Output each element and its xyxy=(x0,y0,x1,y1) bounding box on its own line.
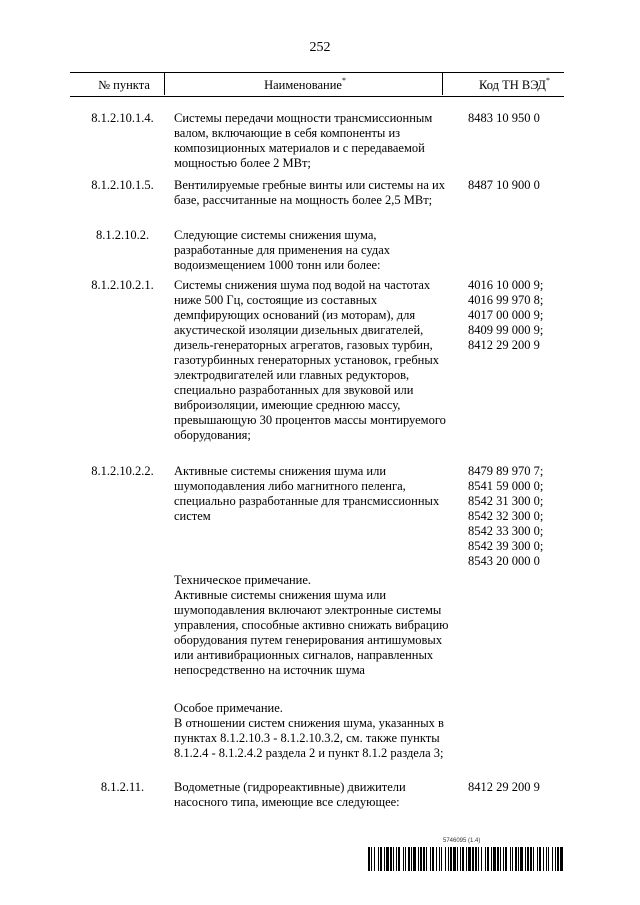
barcode-image xyxy=(368,847,564,871)
item-name: Системы снижения шума под водой на частотах ниже 500 Гц, состоящие из составных демпфирующих оснований (из моторам), для акустической изоляции дизельных двигателей, дизель-генераторных агрегатов, газовых турбин, газотурбинных генераторных установок, гребных электродвигателей или главных редукторов, специально разработанных для звуковой или виброизоляции, имеющие среднюю массу, превышающую 30 процентов массы монтируемого оборудования; xyxy=(174,278,446,442)
tn-ved-code: 8479 89 970 7; xyxy=(468,464,544,478)
tn-ved-code: 8542 31 300 0; xyxy=(468,494,544,508)
tn-ved-code: 8409 99 000 9; xyxy=(468,323,544,337)
item-codes xyxy=(468,464,564,569)
tn-ved-code: 4017 00 000 9; xyxy=(468,308,544,322)
tn-ved-code: 4016 99 970 8; xyxy=(468,293,544,307)
page-number: 252 xyxy=(309,40,331,55)
item-name: Водометные (гидрореактивные) движители насосного типа, имеющие все следующее: xyxy=(174,780,406,809)
tn-ved-code: 4016 10 000 9; xyxy=(468,278,544,292)
special-note-text: В отношении систем снижения шума, указанных в пунктах 8.1.2.10.3 - 8.1.2.10.3.2, см. также пункты 8.1.2.4 - 8.1.2.4.2 раздела 2 и пункт 8.1.2 раздела 3; xyxy=(174,716,444,760)
item-name: Вентилируемые гребные винты или системы на их базе, рассчитанные на мощность более 2,5 МВт; xyxy=(174,178,445,207)
barcode-block xyxy=(368,838,564,872)
tn-ved-code: 8543 20 000 0 xyxy=(468,554,540,568)
tn-ved-code: 8541 59 000 0; xyxy=(468,479,544,493)
header-divider xyxy=(164,72,165,95)
item-codes xyxy=(468,278,564,353)
item-number: 8.1.2.10.2. xyxy=(95,228,150,242)
column-header-name: Наименование* xyxy=(264,76,346,92)
technical-note-title: Техническое примечание. xyxy=(174,573,312,587)
special-note xyxy=(174,701,454,761)
item-name: Активные системы снижения шума или шумоподавления либо магнитного пеленга, специально разработанные для трансмиссионных систем xyxy=(174,464,440,523)
tn-ved-code: 8542 33 300 0; xyxy=(468,524,544,538)
special-note-title: Особое примечание. xyxy=(174,701,283,715)
tn-ved-code: 8487 10 900 0 xyxy=(468,178,540,192)
item-codes xyxy=(468,111,564,126)
item-number: 8.1.2.10.2.1. xyxy=(91,278,154,292)
tn-ved-code: 8412 29 200 9 xyxy=(468,338,540,352)
header-divider xyxy=(442,72,443,95)
table-header xyxy=(70,72,564,97)
footnote-mark: * xyxy=(545,76,550,85)
tn-ved-code: 8542 32 300 0; xyxy=(468,509,544,523)
tn-ved-code: 8412 29 200 9 xyxy=(468,780,540,794)
item-number: 8.1.2.10.1.5. xyxy=(91,178,154,192)
item-number: 8.1.2.11. xyxy=(100,780,145,794)
column-header-number: № пункта xyxy=(98,78,150,92)
item-codes xyxy=(468,178,564,193)
technical-note xyxy=(174,573,454,678)
item-codes xyxy=(468,780,564,795)
tn-ved-code: 8542 39 300 0; xyxy=(468,539,544,553)
footnote-mark: * xyxy=(341,76,346,85)
technical-note-text: Активные системы снижения шума или шумоподавления включают электронные системы управления, способные активно снижать вибрацию оборудования путем генерирования антишумовых или антивибрационных сигналов, направленных непосредственно на источник шума xyxy=(174,588,449,677)
item-number: 8.1.2.10.1.4. xyxy=(91,111,154,125)
item-name: Системы передачи мощности трансмиссионным валом, включающие в себя компоненты из композиционных материалов и с передаваемой мощностью более 2 МВт; xyxy=(174,111,433,170)
item-name: Следующие системы снижения шума, разработанные для применения на судах водоизмещением 1000 тонн или более: xyxy=(174,228,391,272)
item-number: 8.1.2.10.2.2. xyxy=(91,464,154,478)
column-header-code: Код ТН ВЭД* xyxy=(479,76,550,92)
tn-ved-code: 8483 10 950 0 xyxy=(468,111,540,125)
barcode-label: 5746095 (1.4) xyxy=(443,838,481,844)
